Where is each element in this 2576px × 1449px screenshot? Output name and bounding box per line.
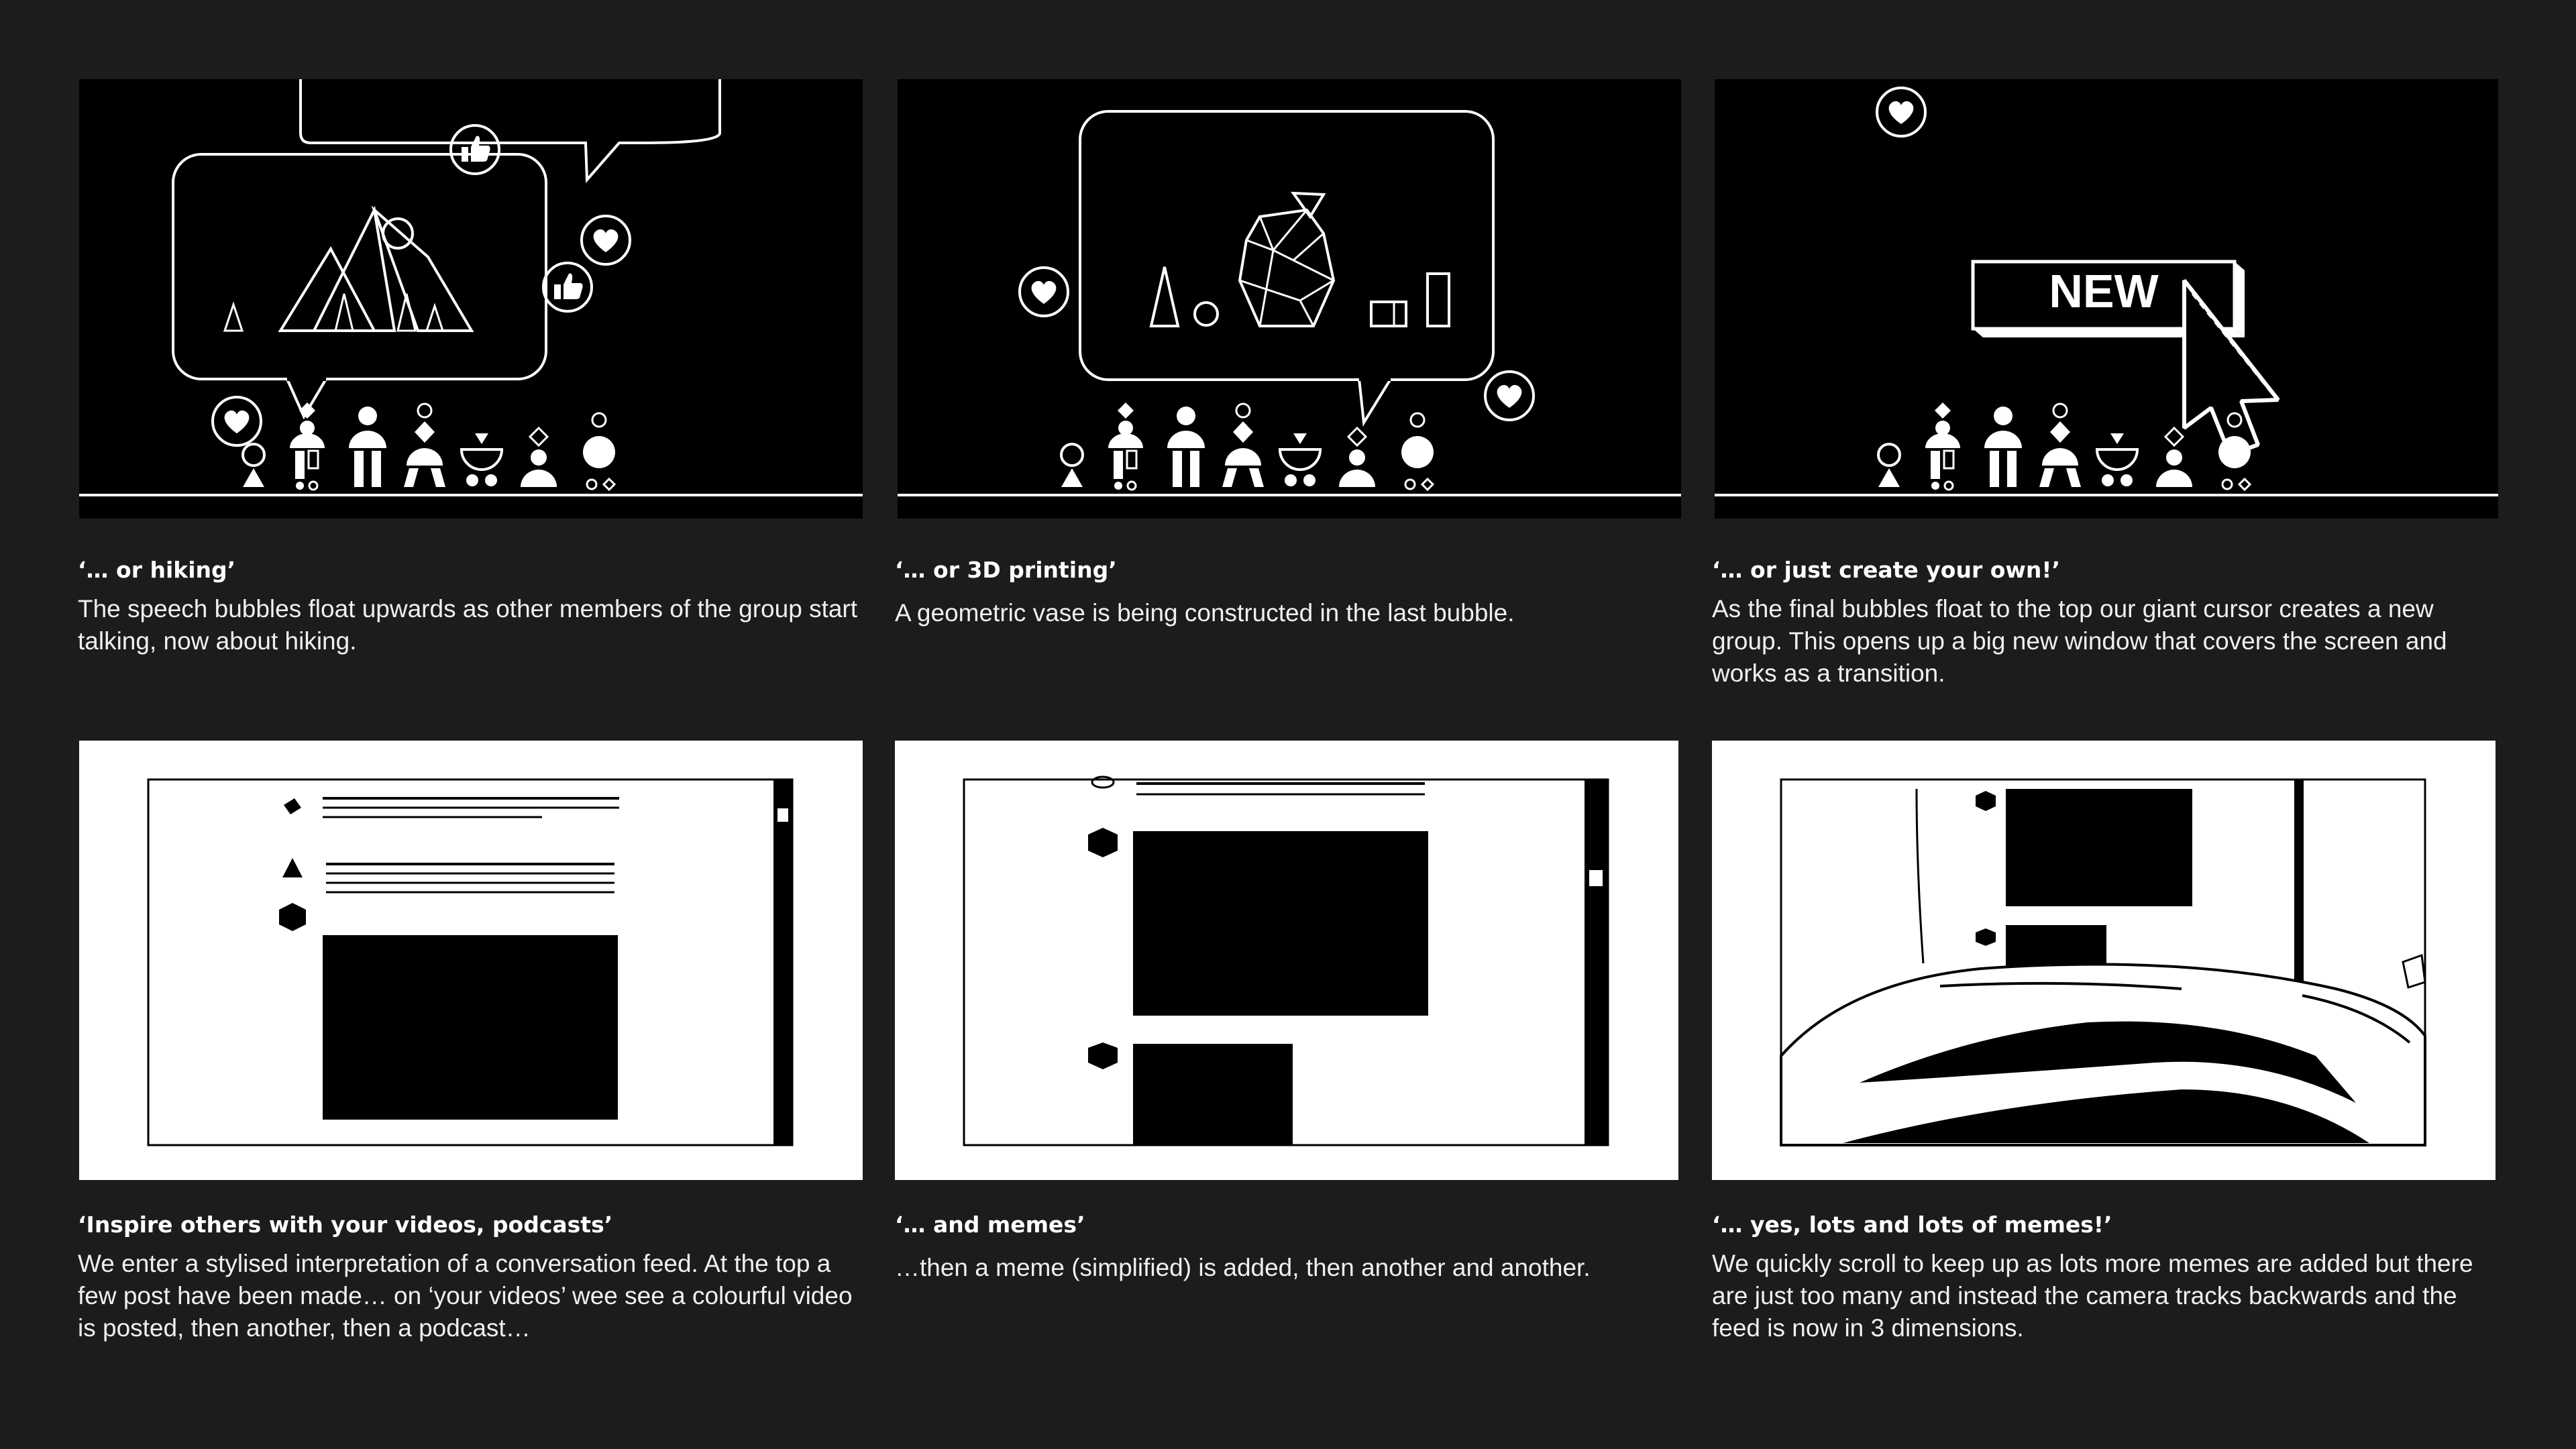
panel-memes-feed-image [895,741,1678,1180]
panel-5-description: …then a meme (simplified) is added, then another and another. [895,1254,1591,1281]
panel-2-title: ‘… or 3D printing’ [895,557,1117,583]
panel-6-title: ‘… yes, lots and lots of memes!’ [1712,1212,2112,1238]
panel-5-title: ‘… and memes’ [895,1212,1085,1238]
panel-3-description: As the final bubbles float to the top our giant cursor creates a new group. This opens up a big new window that covers the screen and works as a transition. [1712,595,2447,687]
panel-3d-printing-image [898,79,1681,519]
panel-3-title: ‘… or just create your own!’ [1712,557,2060,583]
panel-1-description: The speech bubbles float upwards as other members of the group start talking, now about hiking. [78,595,858,655]
panel-4-title: ‘Inspire others with your videos, podcasts’ [78,1212,613,1238]
new-button-label: NEW [2049,265,2159,317]
panel-3d-feed-image [1712,741,2496,1180]
panel-videos-feed-image [79,741,863,1180]
panel-2-description: A geometric vase is being constructed in the last bubble. [895,599,1515,627]
panel-create-group-image [1715,79,2498,519]
panel-hiking-image [79,79,863,519]
panel-6-description: We quickly scroll to keep up as lots more memes are added but there are just too many and instead the camera tracks backwards and the feed is now in 3 dimensions. [1712,1250,2473,1342]
panel-4-description: We enter a stylised interpretation of a conversation feed. At the top a few post have been made… on ‘your videos’ wee see a colourful video is posted, then another, then a podcast… [78,1250,853,1342]
panel-1-title: ‘… or hiking’ [78,557,236,583]
